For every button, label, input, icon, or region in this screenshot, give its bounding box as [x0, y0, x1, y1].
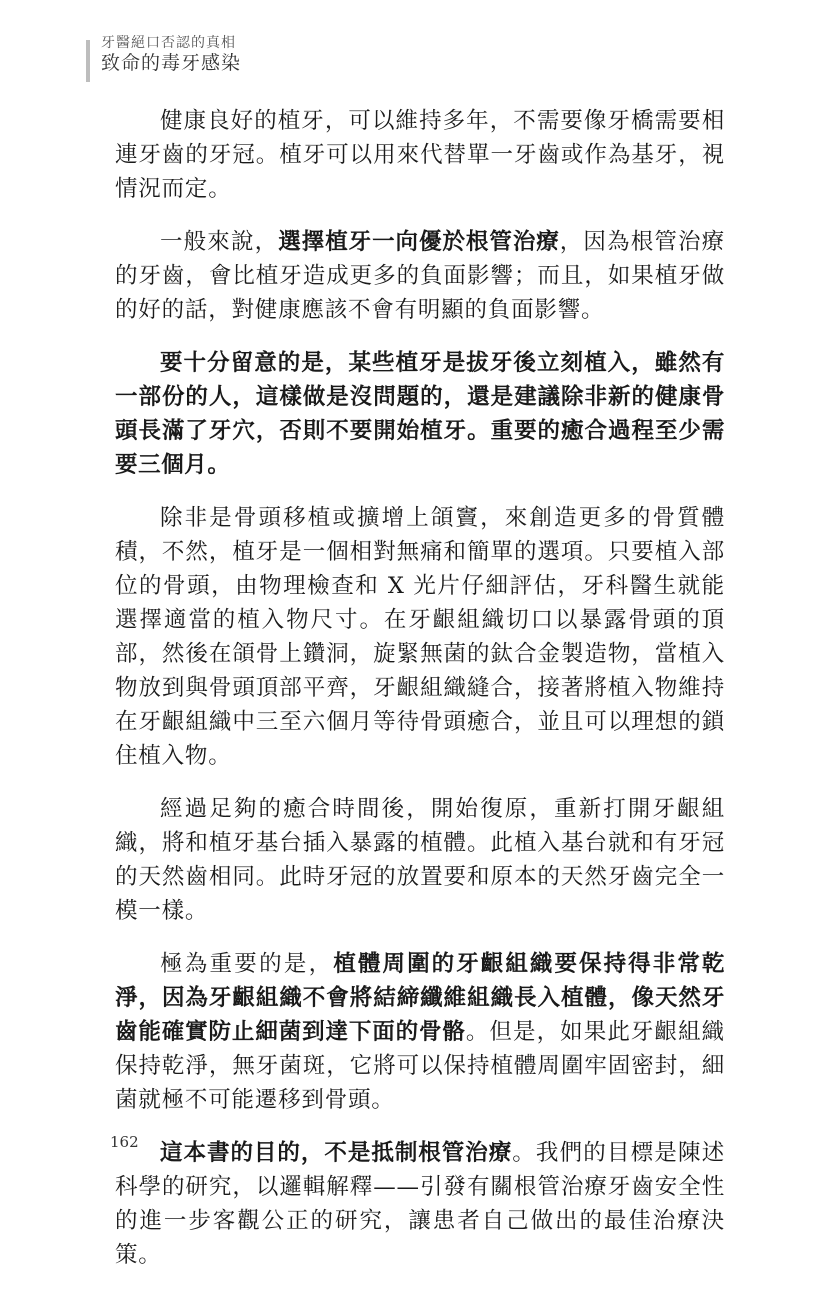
chapter-title: 致命的毒牙感染 — [101, 52, 242, 74]
bold-emphasis: 這本書的目的，不是抵制根管治療 — [160, 1140, 513, 1166]
page-number: 162 — [110, 1133, 139, 1151]
paragraph-text: ，因為根管治療的牙齒，會比植牙造成更多的負面影響；而且，如果植牙做的好的話，對健康應該不會有明顯的負面影響。 — [115, 229, 725, 323]
paragraph-1 — [115, 104, 725, 206]
paragraph-text: 極為重要的是， — [160, 951, 334, 977]
paragraph-5 — [115, 792, 725, 928]
paragraph-text: 一般來說， — [160, 229, 279, 255]
paragraph-text: 除非是骨頭移植或擴增上頜竇，來創造更多的骨質體積，不然，植牙是一個相對無痛和簡單的選項。只要植入部位的骨頭，由物理檢查和 X 光片仔細評估，牙科醫生就能選擇適當的植入物尺寸。在牙齦組織切口以暴露骨頭的頂部，然後在頜骨上鑽洞，旋緊無菌的鈦合金製造物，當植入物放到與骨頭頂部平齊，牙齦組織縫合，接著將植入物維持在牙齦組織中三至六個月等待骨頭癒合，並且可以理想的鎖住植入物。 — [115, 505, 725, 769]
page-body — [115, 104, 725, 1291]
paragraph-text: 經過足夠的癒合時間後，開始復原，重新打開牙齦組織，將和植牙基台插入暴露的植體。此植入基台就和有牙冠的天然齒相同。此時牙冠的放置要和原本的天然牙齒完全一模一樣。 — [115, 796, 725, 924]
paragraph-text: 健康良好的植牙，可以維持多年，不需要像牙橋需要相連牙齒的牙冠。植牙可以用來代替單一牙齒或作為基牙，視情況而定。 — [115, 108, 725, 202]
paragraph-3 — [115, 346, 725, 482]
paragraph-text: 。但是，如果此牙齦組織保持乾淨，無牙菌斑，它將可以保持植體周圍牢固密封，細菌就極不可能遷移到骨頭。 — [115, 1019, 725, 1113]
book-title: 牙醫絕口否認的真相 — [101, 35, 236, 51]
bold-emphasis: 植體周圍的牙齦組織要保持得非常乾淨，因為牙齦組織不會將結締纖維組織長入植體，像天然牙齒能確實防止細菌到達下面的骨骼 — [115, 951, 725, 1045]
paragraph-2 — [115, 225, 725, 327]
running-header — [101, 36, 241, 73]
bold-emphasis: 選擇植牙一向優於根管治療 — [278, 229, 560, 255]
bold-emphasis: 要十分留意的是，某些植牙是拔牙後立刻植入，雖然有一部份的人，這樣做是沒問題的，還是建議除非新的健康骨頭長滿了牙穴，否則不要開始植牙。重要的癒合過程至少需要三個月。 — [115, 350, 725, 478]
paragraph-7 — [115, 1136, 725, 1272]
paragraph-6 — [115, 947, 725, 1117]
paragraph-4 — [115, 501, 725, 773]
header-rule — [86, 40, 90, 82]
paragraph-text: 。我們的目標是陳述科學的研究，以邏輯解釋——引發有關根管治療牙齒安全性的進一步客觀公正的研究，讓患者自己做出的最佳治療決策。 — [115, 1140, 725, 1268]
